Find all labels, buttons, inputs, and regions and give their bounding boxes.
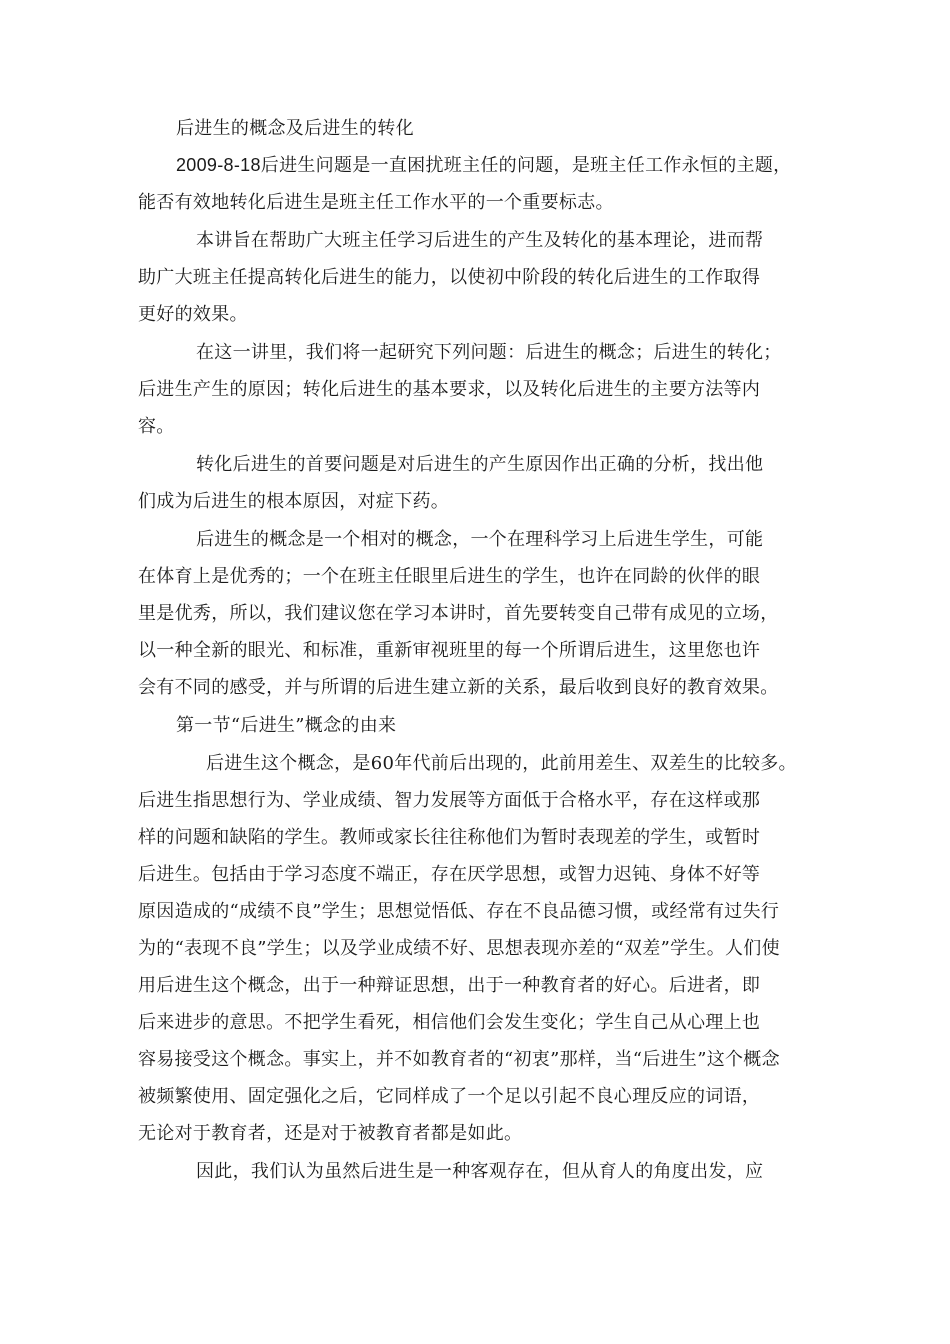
section-heading: 第一节“后进生”概念的由来: [176, 715, 397, 736]
text-line: 转化后进生的首要问题是对后进生的产生原因作出正确的分析，找出他: [196, 454, 764, 475]
text-line: 为的“表现不良”学生；以及学业成绩不好、思想表现亦差的“双差”学生。人们使: [138, 938, 780, 959]
text-line: 用后进生这个概念，出于一种辩证思想，出于一种教育者的好心。后进者，即: [138, 975, 761, 996]
document-title: 后进生的概念及后进生的转化: [176, 118, 414, 139]
text-line: 能否有效地转化后进生是班主任工作水平的一个重要标志。: [138, 192, 614, 213]
text-line: 后来进步的意思。不把学生看死，相信他们会发生变化；学生自己从心理上也: [138, 1012, 761, 1033]
text-line: 容。: [138, 416, 175, 437]
text-line: 无论对于教育者，还是对于被教育者都是如此。: [138, 1123, 523, 1144]
text-line: 们成为后进生的根本原因，对症下药。: [138, 491, 450, 512]
text-line: 因此，我们认为虽然后进生是一种客观存在，但从育人的角度出发，应: [196, 1161, 764, 1182]
text-line: 在这一讲里，我们将一起研究下列问题：后进生的概念；后进生的转化；: [196, 342, 782, 363]
text-line: 容易接受这个概念。事实上，并不如教育者的“初衷”那样，当“后进生”这个概念: [138, 1049, 780, 1070]
text-line: 本讲旨在帮助广大班主任学习后进生的产生及转化的基本理论，进而帮: [196, 230, 764, 251]
text-line: 后进生问题是一直困扰班主任的问题，是班主任工作永恒的主题，: [260, 155, 792, 176]
text-line: 会有不同的感受，并与所谓的后进生建立新的关系，最后收到良好的教育效果。: [138, 677, 779, 698]
text-line: 原因造成的“成绩不良”学生；思想觉悟低、存在不良品德习惯，或经常有过失行: [138, 901, 780, 922]
text-line: 里是优秀，所以，我们建议您在学习本讲时，首先要转变自己带有成见的立场，: [138, 603, 779, 624]
text-line: 后进生。包括由于学习态度不端正，存在厌学思想，或智力迟钝、身体不好等: [138, 864, 761, 885]
text-line: 助广大班主任提高转化后进生的能力，以使初中阶段的转化后进生的工作取得: [138, 267, 761, 288]
text-line: 后进生指思想行为、学业成绩、智力发展等方面低于合格水平，存在这样或那: [138, 790, 761, 811]
text-line: 被频繁使用、固定强化之后，它同样成了一个足以引起不良心理反应的词语，: [138, 1086, 761, 1107]
text-line: 以一种全新的眼光、和标准，重新审视班里的每一个所谓后进生，这里您也许: [138, 640, 761, 661]
text-line: 后进生的概念是一个相对的概念，一个在理科学习上后进生学生，可能: [196, 529, 764, 550]
text-line: 更好的效果。: [138, 304, 248, 325]
paragraph-1-line-1: [176, 153, 791, 178]
document-date: 2009-8-18: [176, 155, 261, 175]
text-line: 后进生这个概念，是60年代前后出现的，此前用差生、双差生的比较多。: [206, 753, 797, 774]
text-line: 样的问题和缺陷的学生。教师或家长往往称他们为暂时表现差的学生，或暂时: [138, 827, 761, 848]
text-line: 在体育上是优秀的；一个在班主任眼里后进生的学生，也许在同龄的伙伴的眼: [138, 566, 761, 587]
text-line: 后进生产生的原因；转化后进生的基本要求，以及转化后进生的主要方法等内: [138, 379, 761, 400]
